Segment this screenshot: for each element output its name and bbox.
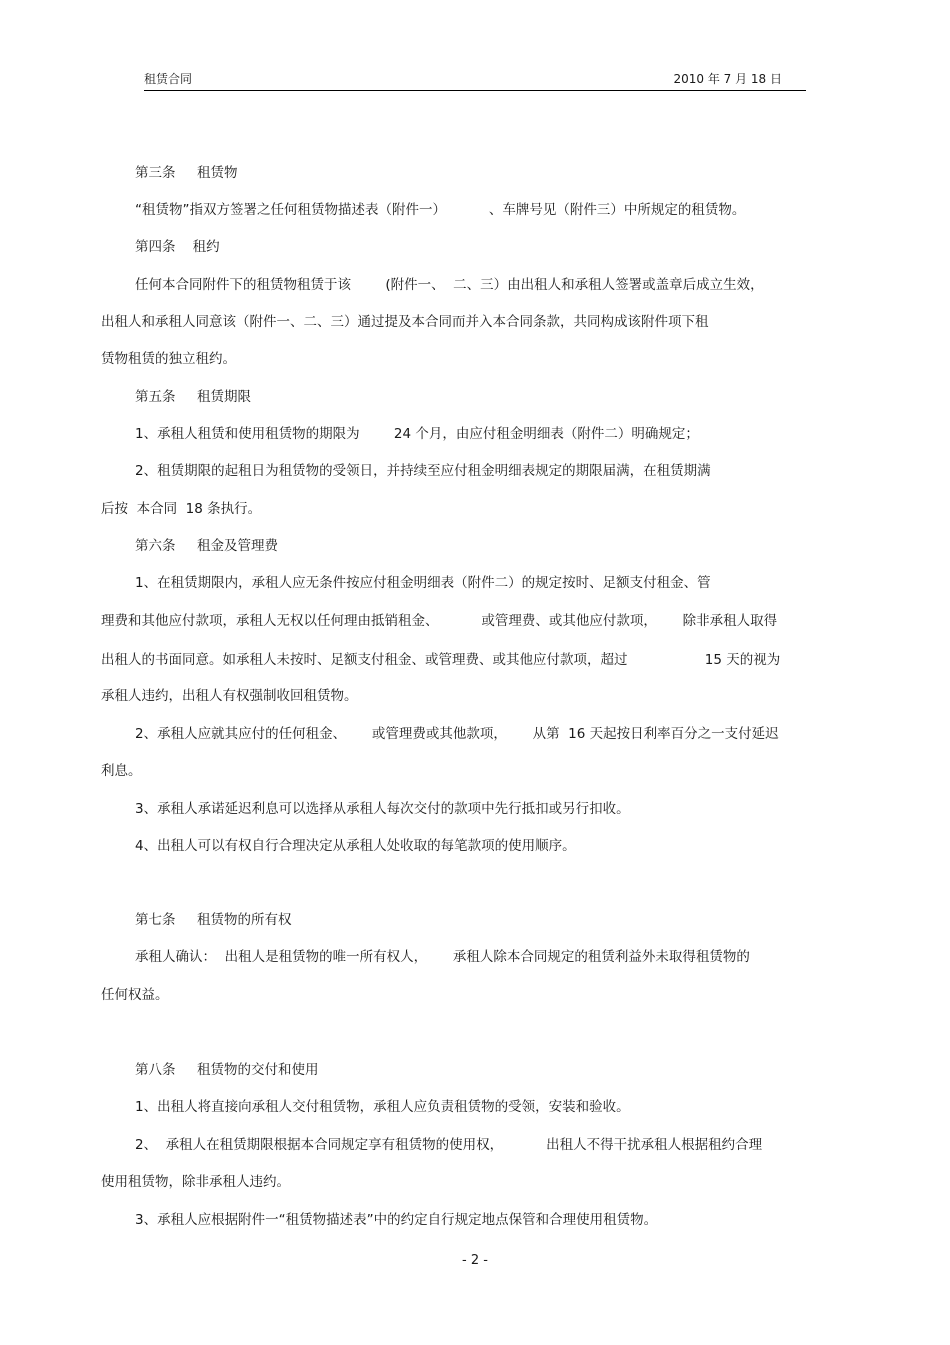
header-date: 2010 年 7 月 18 日	[673, 72, 782, 86]
text-line: 1、承租人租赁和使用租赁物的期限为 24 个月，由应付租金明细表（附件二）明确规定；	[135, 426, 699, 442]
text-line: 4、出租人可以有权自行合理决定从承租人处收取的每笔款项的使用顺序。	[135, 838, 576, 854]
text-line: 第三条 租赁物	[135, 165, 238, 181]
text-line: 3、承租人承诺延迟利息可以选择从承租人每次交付的款项中先行抵扣或另行扣收。	[135, 801, 630, 817]
text-line: 赁物租赁的独立租约。	[101, 351, 236, 367]
text-line: 1、出租人将直接向承租人交付租赁物，承租人应负责租赁物的受领，安装和验收。	[135, 1099, 630, 1115]
page-number: - 2 -	[462, 1253, 488, 1268]
text-line: 第七条 租赁物的所有权	[135, 912, 292, 928]
text-line: 出租人的书面同意。如承租人未按时、足额支付租金、或管理费、或其他应付款项，超过 15 天的视为	[101, 652, 781, 668]
header-title: 租赁合同	[144, 72, 193, 86]
text-line: 后按 本合同 18 条执行。	[101, 501, 262, 517]
text-line: 2、租赁期限的起租日为租赁物的受领日，并持续至应付租金明细表规定的期限届满，在租赁期满	[135, 463, 711, 479]
text-line: 1、在租赁期限内，承租人应无条件按应付租金明细表（附件二）的规定按时、足额支付租金、管	[135, 575, 711, 591]
text-line: 承租人确认： 出租人是租赁物的唯一所有权人， 承租人除本合同规定的租赁利益外未取得租赁物的	[135, 949, 750, 965]
text-line: 2、承租人应就其应付的任何租金、 或管理费或其他款项， 从第 16 天起按日利率百分之一支付延迟	[135, 726, 779, 742]
text-line: 2、 承租人在租赁期限根据本合同规定享有租赁物的使用权， 出租人不得干扰承租人根据租约合理	[135, 1137, 763, 1153]
text-line: “租赁物”指双方签署之任何租赁物描述表（附件一） 、车牌号见（附件三）中所规定的租赁物。	[135, 202, 746, 218]
text-line: 任何权益。	[101, 987, 169, 1003]
text-line: 第五条 租赁期限	[135, 389, 251, 405]
text-line: 利息。	[101, 763, 142, 779]
text-line: 使用租赁物，除非承租人违约。	[101, 1174, 290, 1190]
text-line: 3、承租人应根据附件一“租赁物描述表”中的约定自行规定地点保管和合理使用租赁物。	[135, 1212, 658, 1228]
text-line: 第四条 租约	[135, 239, 220, 255]
text-line: 第六条 租金及管理费	[135, 538, 278, 554]
text-line: 承租人违约，出租人有权强制收回租赁物。	[101, 688, 358, 704]
text-line: 理费和其他应付款项，承租人无权以任何理由抵销租金、 或管理费、或其他应付款项， 除非承租人取得	[101, 613, 778, 629]
text-line: 第八条 租赁物的交付和使用	[135, 1062, 319, 1078]
text-line: 出租人和承租人同意该（附件一、二、三）通过提及本合同而并入本合同条款，共同构成该附件项下租	[101, 314, 709, 330]
page-header	[144, 68, 806, 91]
text-line: 任何本合同附件下的租赁物租赁于该 (附件一、 二、三）由出租人和承租人签署或盖章后成立生效，	[135, 277, 764, 293]
